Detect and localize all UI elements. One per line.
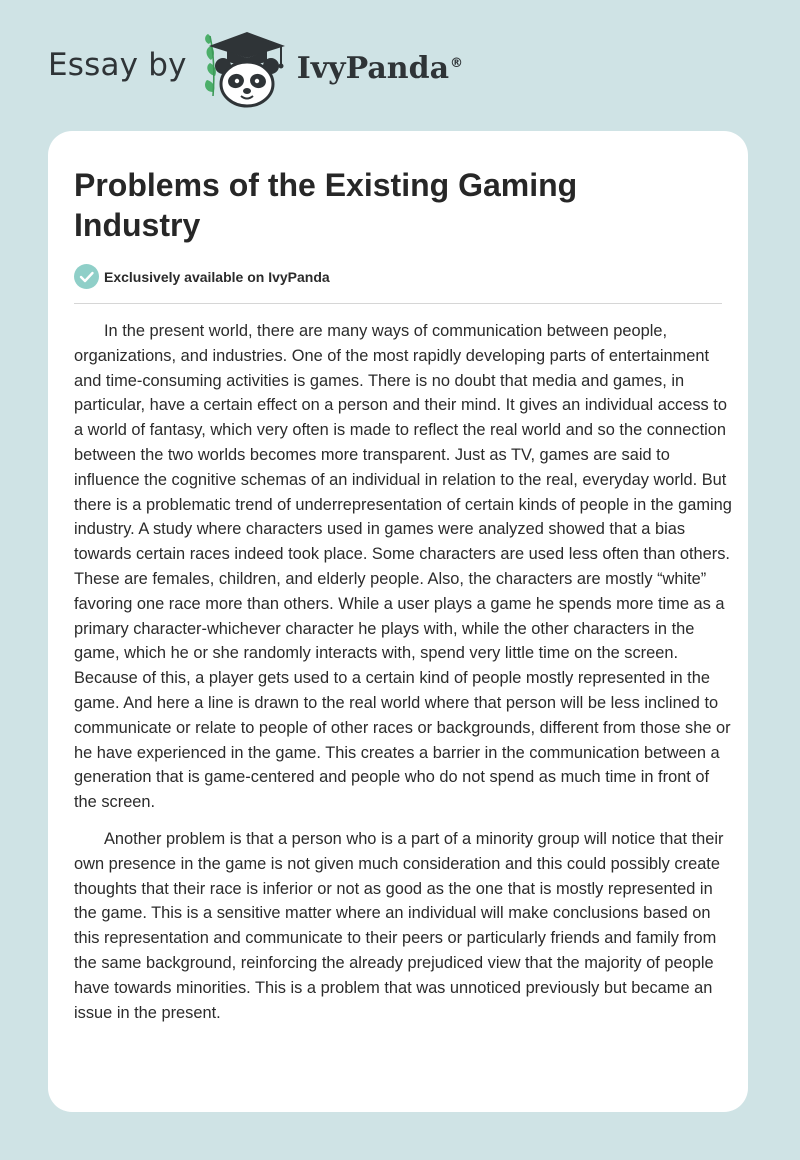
brand-name[interactable] [297,51,463,86]
essay-card [48,131,748,1112]
panda-graduate-logo-icon[interactable] [201,30,293,110]
essay-title: Problems of the Existing Gaming Industry [74,167,578,243]
exclusive-badge-text: Exclusively available on IvyPanda [104,268,330,285]
site-header [48,30,463,110]
essay-body [74,319,734,1037]
essay-by-label: Essay by [48,47,187,83]
essay-paragraph: In the present world, there are many ways of communication between people, organizations, and industries. One of the most rapidly developing parts of entertainment and time-consuming activities is games. There is no doubt that media and games, in particular, have a certain effect on a person and their mind. It gives an individual access to a world of fantasy, which very often is made to reflect the real world and so the connection between the two worlds becomes more transparent. Just as TV, games are said to influence the cognitive schemas of an individual in relation to the real, everyday world. But there is a problematic trend of underrepresentation of certain kinds of people in the gaming industry. A study where characters used in games were analyzed showed that a bias towards certain races indeed took place. Some characters are used less often than others. These are females, children, and elderly people. Also, the characters are mostly “white” favoring one race more than others. While a user plays a game he spends more time as a primary character-whichever character he plays with, while the other characters in the game, which he or she randomly interacts with, spend very little time on the screen. Because of this, a player gets used to a certain kind of people mostly represented in the game. And here a line is drawn to the real world where that person will be less inclined to communicate or relate to people of other races or backgrounds, different from those she or he have experienced in the game. This creates a barrier in the communication between a generation that is game-centered and people who do not spend as much time in front of the screen. [74,322,732,812]
registered-mark: ® [450,55,464,71]
divider [74,303,722,304]
exclusive-badge [74,264,330,289]
essay-paragraph: Another problem is that a person who is a part of a minority group will notice that their own presence in the game is not given much consideration and this could possibly create thoughts that their race is inferior or not as good as the one that is mostly represented in the game. This is a sensitive matter where an individual will make conclusions based on this representation and communicate to their peers or particularly friends and family from the same background, reinforcing the already prejudiced view that the majority of people have towards minorities. This is a problem that was unnoticed previously but became an issue in the present. [74,829,724,1022]
brand-name-text: IvyPanda [296,50,450,86]
check-circle-icon [74,264,99,289]
